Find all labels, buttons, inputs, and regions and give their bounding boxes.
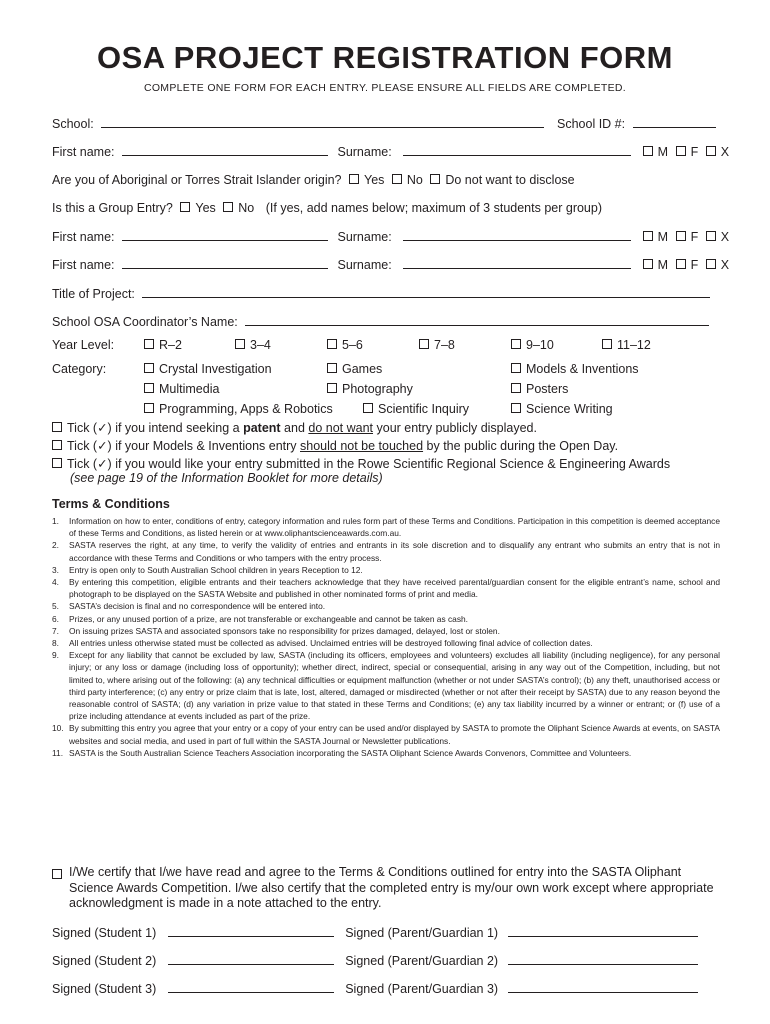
school-id-row — [557, 117, 716, 131]
student-signature-field[interactable] — [168, 954, 334, 965]
first-name-field[interactable] — [122, 258, 328, 269]
gender-x-checkbox[interactable] — [706, 259, 716, 269]
first-name-field[interactable] — [122, 230, 328, 241]
category-option[interactable]: Multimedia — [144, 382, 219, 396]
surname-label: Surname: — [337, 258, 392, 272]
parent-signature-label: Signed (Parent/Guardian 1) — [345, 926, 499, 940]
aboriginal-no-checkbox[interactable] — [392, 174, 402, 184]
category-checkbox[interactable] — [144, 403, 154, 413]
year-checkbox[interactable] — [327, 339, 337, 349]
first-name-label: First name: — [52, 230, 115, 244]
certify-text: I/We certify that I/we have read and agree to the Terms & Conditions outlined for entry into the SASTA Oliphant Science Awards Competition. I/we also certify that the completed entry is my/our own work except where appropriate acknowledgment is made in a note attached to the entry. — [69, 865, 714, 910]
school-id-label: School ID #: — [557, 117, 626, 131]
year-checkbox[interactable] — [602, 339, 612, 349]
category-checkbox[interactable] — [363, 403, 373, 413]
terms-item: 1. Information on how to enter, conditions of entry, category information and rules form part of these Terms and Conditions. Participation in this competition is deemed acceptance of these Terms and Conditions, as listed herein or at www.oliphantscienceawards.com.au. — [52, 516, 720, 539]
terms-item: 11. SASTA is the South Australian Science Teachers Association incorporating the SASTA Oliphant Science Awards Convenors, Committee and Volunteers. — [52, 747, 632, 758]
surname-label: Surname: — [337, 145, 392, 159]
student-row-2 — [52, 230, 729, 244]
coordinator-field[interactable] — [245, 315, 709, 326]
gender-x-checkbox[interactable] — [706, 231, 716, 241]
category-option[interactable]: Models & Inventions — [511, 362, 639, 376]
year-option[interactable]: 3–4 — [235, 338, 271, 352]
year-option[interactable]: 7–8 — [419, 338, 455, 352]
group-note: (If yes, add names below; maximum of 3 students per group) — [265, 201, 603, 215]
student-signature-label: Signed (Student 3) — [52, 982, 157, 996]
surname-field[interactable] — [403, 145, 631, 156]
signature-row-2 — [52, 954, 698, 968]
terms-item: 7. On issuing prizes SASTA and associated sponsors take no responsibility for prizes damaged, delayed, lost or stolen. — [52, 625, 500, 636]
terms-item: 8. All entries unless otherwise stated must be collected as advised. Unclaimed entries will be destroyed following final advice of collection dates. — [52, 638, 593, 649]
terms-item: 6. Prizes, or any unused portion of a prize, are not transferable or exchangeable and cannot be taken as cash. — [52, 613, 468, 624]
certify-row — [52, 865, 720, 912]
no-touch-tick-row: Tick (✓) if your Models & Inventions entry should not be touched by the public during the Open Day. — [52, 438, 618, 453]
aboriginal-row: Are you of Aboriginal or Torres Strait Islander origin? Yes No Do not want to disclose — [52, 173, 575, 187]
school-id-field[interactable] — [633, 117, 716, 128]
parent-signature-field[interactable] — [508, 926, 698, 937]
year-option[interactable]: 9–10 — [511, 338, 554, 352]
year-checkbox[interactable] — [511, 339, 521, 349]
patent-tick-row: Tick (✓) if you intend seeking a patent and do not want your entry publicly displayed. — [52, 420, 537, 435]
rowe-awards-note: (see page 19 of the Information Booklet for more details) — [70, 471, 383, 485]
student-signature-label: Signed (Student 1) — [52, 926, 157, 940]
category-option[interactable]: Science Writing — [511, 402, 613, 416]
category-label: Category: — [52, 362, 107, 376]
student-signature-field[interactable] — [168, 982, 334, 993]
category-option[interactable]: Programming, Apps & Robotics — [144, 402, 333, 416]
signature-row-1 — [52, 926, 698, 940]
form-subtitle: COMPLETE ONE FORM FOR EACH ENTRY. PLEASE ENSURE ALL FIELDS ARE COMPLETED. — [143, 82, 627, 94]
group-question: Is this a Group Entry? — [52, 201, 173, 215]
year-checkbox[interactable] — [144, 339, 154, 349]
terms-heading: Terms & Conditions — [52, 497, 170, 511]
terms-list — [52, 515, 720, 759]
terms-item: 2. SASTA reserves the right, at any time, to verify the validity of entries and entrants in its sole discretion and to disqualify any entrant who submits an entry that is not in accordance with these Terms and Conditions or who tampers with the entry process. — [52, 540, 720, 563]
aboriginal-question: Are you of Aboriginal or Torres Strait Islander origin? — [52, 173, 342, 187]
terms-item: 3. Entry is open only to South Australian School children in years Reception to 12. — [52, 564, 363, 575]
year-option[interactable]: 11–12 — [602, 338, 651, 352]
gender-m-checkbox[interactable] — [643, 231, 653, 241]
category-checkbox[interactable] — [511, 363, 521, 373]
surname-label: Surname: — [337, 230, 392, 244]
year-checkbox[interactable] — [419, 339, 429, 349]
gender-options: M F X — [643, 258, 729, 272]
school-label: School: — [52, 117, 94, 131]
year-level-label: Year Level: — [52, 338, 115, 352]
terms-item: 5. SASTA’s decision is final and no correspondence will be entered into. — [52, 601, 326, 612]
category-checkbox[interactable] — [511, 383, 521, 393]
gender-m-checkbox[interactable] — [643, 259, 653, 269]
category-option[interactable]: Crystal Investigation — [144, 362, 272, 376]
category-option[interactable]: Photography — [327, 382, 413, 396]
terms-item: 10. By submitting this entry you agree that your entry or a copy of your entry can be used and/or displayed by SASTA to promote the Oliphant Science Awards at events, on SASTA websites and social media, and used in part of full within the SASTA Journal or Newsletter publications. — [52, 723, 720, 746]
rowe-awards-tick-row: Tick (✓) if you would like your entry submitted in the Rowe Scientific Regional Science & Engineering Awards — [52, 456, 670, 471]
project-title-label: Title of Project: — [52, 287, 135, 301]
patent-checkbox[interactable] — [52, 422, 62, 432]
parent-signature-field[interactable] — [508, 954, 698, 965]
no-touch-checkbox[interactable] — [52, 440, 62, 450]
group-yes-checkbox[interactable] — [180, 202, 190, 212]
gender-f-checkbox[interactable] — [676, 231, 686, 241]
school-row — [52, 117, 544, 131]
signature-row-3 — [52, 982, 698, 996]
year-checkbox[interactable] — [235, 339, 245, 349]
first-name-field[interactable] — [122, 145, 328, 156]
parent-signature-label: Signed (Parent/Guardian 2) — [345, 954, 499, 968]
rowe-awards-checkbox[interactable] — [52, 458, 62, 468]
student-signature-field[interactable] — [168, 926, 334, 937]
surname-field[interactable] — [403, 230, 631, 241]
category-option[interactable]: Posters — [511, 382, 568, 396]
project-title-row — [52, 287, 710, 301]
first-name-label: First name: — [52, 145, 115, 159]
group-no-checkbox[interactable] — [223, 202, 233, 212]
form-title: OSA PROJECT REGISTRATION FORM — [97, 40, 673, 75]
category-option[interactable]: Games — [327, 362, 382, 376]
student-row-3 — [52, 258, 729, 272]
parent-signature-label: Signed (Parent/Guardian 3) — [345, 982, 499, 996]
category-checkbox[interactable] — [144, 363, 154, 373]
year-option[interactable]: R–2 — [144, 338, 182, 352]
gender-f-checkbox[interactable] — [676, 146, 686, 156]
first-name-label: First name: — [52, 258, 115, 272]
coordinator-label: School OSA Coordinator’s Name: — [52, 315, 238, 329]
gender-m-checkbox[interactable] — [643, 146, 653, 156]
gender-f-checkbox[interactable] — [676, 259, 686, 269]
project-title-field[interactable] — [142, 287, 710, 298]
surname-field[interactable] — [403, 258, 631, 269]
category-checkbox[interactable] — [327, 363, 337, 373]
parent-signature-field[interactable] — [508, 982, 698, 993]
group-row: Is this a Group Entry? Yes No (If yes, add names below; maximum of 3 students per group) — [52, 201, 603, 215]
year-option[interactable]: 5–6 — [327, 338, 363, 352]
coordinator-row — [52, 315, 709, 329]
terms-item: 9. Except for any liability that cannot be excluded by law, SASTA (including its officers, employees and volunteers) excludes all liability (including negligence), for any personal injury; or any loss or damage (including loss of opportunity); whether direct, indirect, special or consequential, arising in any way out of the Competition, including, but not limited to, where arising out of the following: (a) any technical difficulties or equipment malfunction (whether or not under SASTA’s control); (b) any theft, unauthorised access or third party interference; (c) any entry or prize claim that is late, lost, altered, damaged or misdirected (whether or not after their receipt by SASTA) due to any reason beyond the reasonable control of SASTA; (d) any variation in prize value to that stated in these Terms and Conditions; (e) any tax liability incurred by a winner or entrant; or (f) use of a prize including attendance at events included as part of the prize. — [52, 650, 720, 722]
student-row-1 — [52, 145, 729, 159]
terms-item: 4. By entering this competition, eligible entrants and their teachers acknowledge that they have received parental/guardian consent for the eligible entrant’s name, school and photograph to be displayed on the SASTA Website and published in other nominated forms of print and media. — [52, 577, 720, 600]
category-checkbox[interactable] — [327, 383, 337, 393]
category-checkbox[interactable] — [511, 403, 521, 413]
certify-checkbox[interactable] — [52, 869, 62, 879]
gender-options: M F X — [643, 145, 729, 159]
gender-x-checkbox[interactable] — [706, 146, 716, 156]
gender-options: M F X — [643, 230, 729, 244]
category-checkbox[interactable] — [144, 383, 154, 393]
category-option[interactable]: Scientific Inquiry — [363, 402, 469, 416]
aboriginal-undisclosed-checkbox[interactable] — [430, 174, 440, 184]
aboriginal-yes-checkbox[interactable] — [349, 174, 359, 184]
student-signature-label: Signed (Student 2) — [52, 954, 157, 968]
school-field[interactable] — [101, 117, 544, 128]
